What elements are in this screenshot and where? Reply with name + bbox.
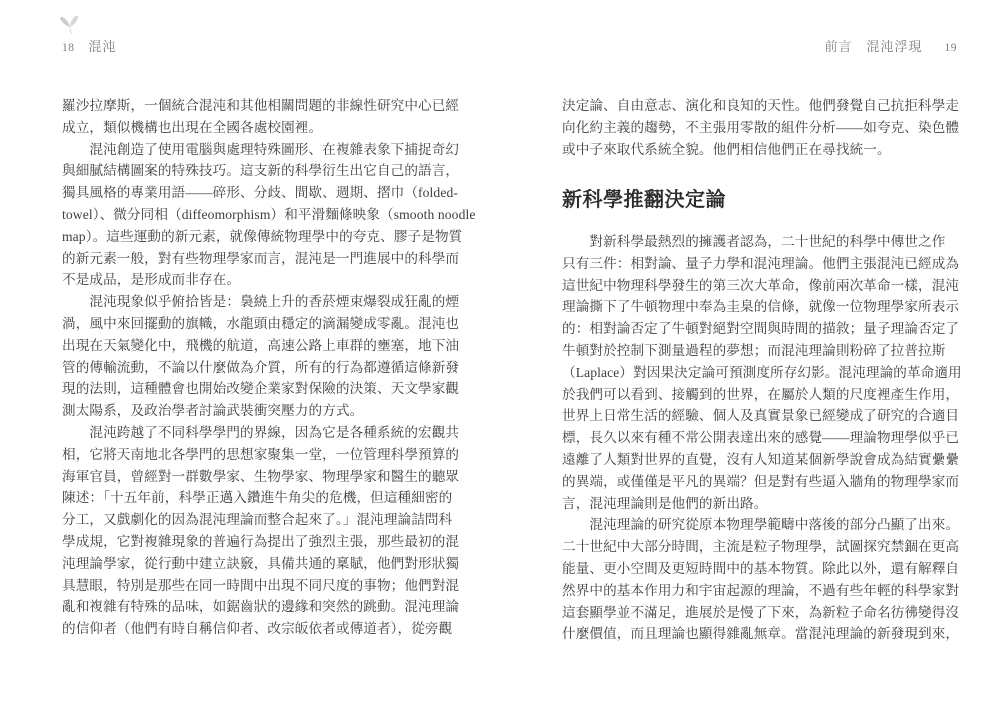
text-line: 相，它將天南地北各學門的思想家聚集一堂，一位管理科學預算的: [62, 446, 460, 462]
right-page-text-intro: [562, 95, 962, 160]
text-line: 測太陽系，及政治學者討論武裝衝突壓力的方式。: [62, 403, 364, 419]
section-heading: 新科學推翻決定論: [562, 189, 726, 211]
left-running-title: 混沌: [88, 39, 117, 54]
text-line: 混沌現象似乎俯拾皆是：裊繞上升的香菸煙束爆裂成狂亂的煙: [62, 294, 460, 310]
text-line: 的信仰者（他們有時自稱信仰者、改宗皈依者或傳道者），從旁觀: [62, 621, 453, 637]
text-line: 陳述：「十五年前，科學正邁入鑽進牛角尖的危機，但這種細密的: [62, 490, 453, 506]
text-line: 世界上日常生活的經驗、個人及真實景象已經變成了研究的合適目: [562, 408, 960, 424]
text-line: 牛頓對於控制下測量過程的夢想；而混沌理論則粉碎了拉普拉斯: [562, 342, 946, 358]
text-line: 混沌跨越了不同科學學門的界線，因為它是各種系統的宏觀共: [62, 424, 460, 440]
text-line: 只有三件：相對論、量子力學和混沌理論。他們主張混沌已經成為: [562, 255, 960, 271]
text-line: 混沌理論的研究從原本物理學範疇中落後的部分凸顯了出來。: [562, 517, 960, 533]
text-line: towel）、微分同相（diffeomorphism）和平滑麵條映象（smooth noodle: [62, 206, 476, 222]
text-line: 現的法則，這種體會也開始改變企業家對保險的決策、天文學家觀: [62, 381, 460, 397]
text-line: 具慧眼，特別是那些在同一時間中出現不同尺度的事物；他們對混: [62, 577, 460, 593]
left-page-number: 18: [62, 42, 75, 54]
right-page-number: 19: [944, 42, 957, 54]
text-line: （Laplace）對因果決定論可預測度所存幻影。混沌理論的革命適用: [562, 364, 962, 380]
text-line: 言，混沌理論則是他們的新出路。: [562, 495, 768, 511]
text-line: 能量、更小空間及更短時間中的基本物質。除此以外，還有解釋自: [562, 560, 960, 576]
text-line: 海軍官員，曾經對一群數學家、生物學家、物理學家和醫生的聽眾: [62, 468, 460, 484]
text-line: 二十世紀中大部分時間，主流是粒子物理學，試圖探究禁錮在更高: [562, 539, 960, 555]
text-line: 管的傳輸流動，不論以什麼做為介質，所有的行為都遵循這條新發: [62, 359, 460, 375]
text-line: 亂和複雜有特殊的品味，如鋸齒狀的邊緣和突然的跳動。混沌理論: [62, 599, 460, 615]
right-page-text-main: [562, 231, 962, 645]
text-line: 沌理論學家，從行動中建立訣竅，具備共通的稟賦，他們對形狀獨: [62, 555, 460, 571]
text-line: 遠離了人類對世界的直覺，沒有人知道某個新學說會成為結實纍纍: [562, 451, 960, 467]
text-line: 不是成品，是形成而非存在。: [62, 272, 241, 288]
text-line: 混沌創造了使用電腦與處理特殊圖形、在複雜表象下捕捉奇幻: [62, 141, 460, 157]
text-line: 於我們可以看到、接觸到的世界，在屬於人類的尺度裡產生作用，: [562, 386, 960, 402]
right-section-label: 前言: [824, 39, 853, 54]
text-line: 的：相對論否定了牛頓對絕對空間與時間的描敘；量子理論否定了: [562, 321, 960, 337]
text-line: 與細膩結構圖案的特殊技巧。這支新的科學衍生出它自己的語言，: [62, 163, 460, 179]
text-line: 羅沙拉摩斯，一個統合混沌和其他相關問題的非線性研究中心已經: [62, 98, 460, 113]
text-line: 分工，又戲劇化的因為混沌理論而整合起來了。」混沌理論詰問科: [62, 512, 453, 528]
text-line: 標，長久以來有種不常公開表達出來的感覺——理論物理學似乎已: [562, 430, 960, 446]
left-page-text: [62, 95, 476, 640]
right-running-head: [824, 36, 957, 55]
text-line: 的新元素一般，對有些物理學家而言，混沌是一門進展中的科學而: [62, 250, 460, 266]
right-running-title: 混沌浮現: [866, 39, 923, 54]
text-line: 理論撕下了牛頓物理中奉為圭臬的信條，就像一位物理學家所表示: [562, 299, 960, 315]
text-line: 這世紀中物理科學發生的第三次大革命，像前兩次革命一樣，混沌: [562, 277, 960, 293]
text-line: 對新科學最熱烈的擁護者認為，二十世紀的科學中傳世之作: [562, 234, 946, 249]
text-line: 然界中的基本作用力和宇宙起源的理論，不過有些年輕的科學家對: [562, 582, 960, 598]
text-line: 向化約主義的趨勢，不主張用零散的組件分析——如夸克、染色體: [562, 119, 960, 135]
text-line: 渦，風中來回擺動的旗幟，水龍頭由穩定的滴漏變成零亂。混沌也: [62, 315, 460, 331]
text-line: 學成規，它對複雜現象的普遍行為提出了強烈主張，那些最初的混: [62, 533, 460, 549]
text-line: 或中子來取代系統全貌。他們相信他們正在尋找統一。: [562, 141, 891, 157]
text-line: 的異端，或僅僅是平凡的異端？但是對有些逼入牆角的物理學家而: [562, 473, 960, 489]
text-line: 決定論、自由意志、演化和良知的天性。他們發覺自己抗拒科學走: [562, 98, 960, 113]
left-running-head: [62, 36, 117, 55]
text-line: 成立，類似機構也出現在全國各處校園裡。: [62, 119, 323, 135]
text-line: 這套顯學並不滿足，進展於是慢了下來，為新粒子命名彷彿變得沒: [562, 604, 960, 620]
text-line: map）。這些運動的新元素，就像傳統物理學中的夸克、膠子是物質: [62, 228, 463, 244]
butterfly-logo-icon: [56, 11, 84, 39]
text-line: 什麼價值，而且理論也顯得雜亂無章。當混沌理論的新發現到來，: [562, 626, 960, 642]
text-line: 出現在天氣變化中，飛機的航道，高速公路上車群的壅塞，地下油: [62, 337, 460, 353]
text-line: 獨具風格的專業用語——碎形、分歧、間歇、週期、摺巾（folded-: [62, 185, 458, 201]
